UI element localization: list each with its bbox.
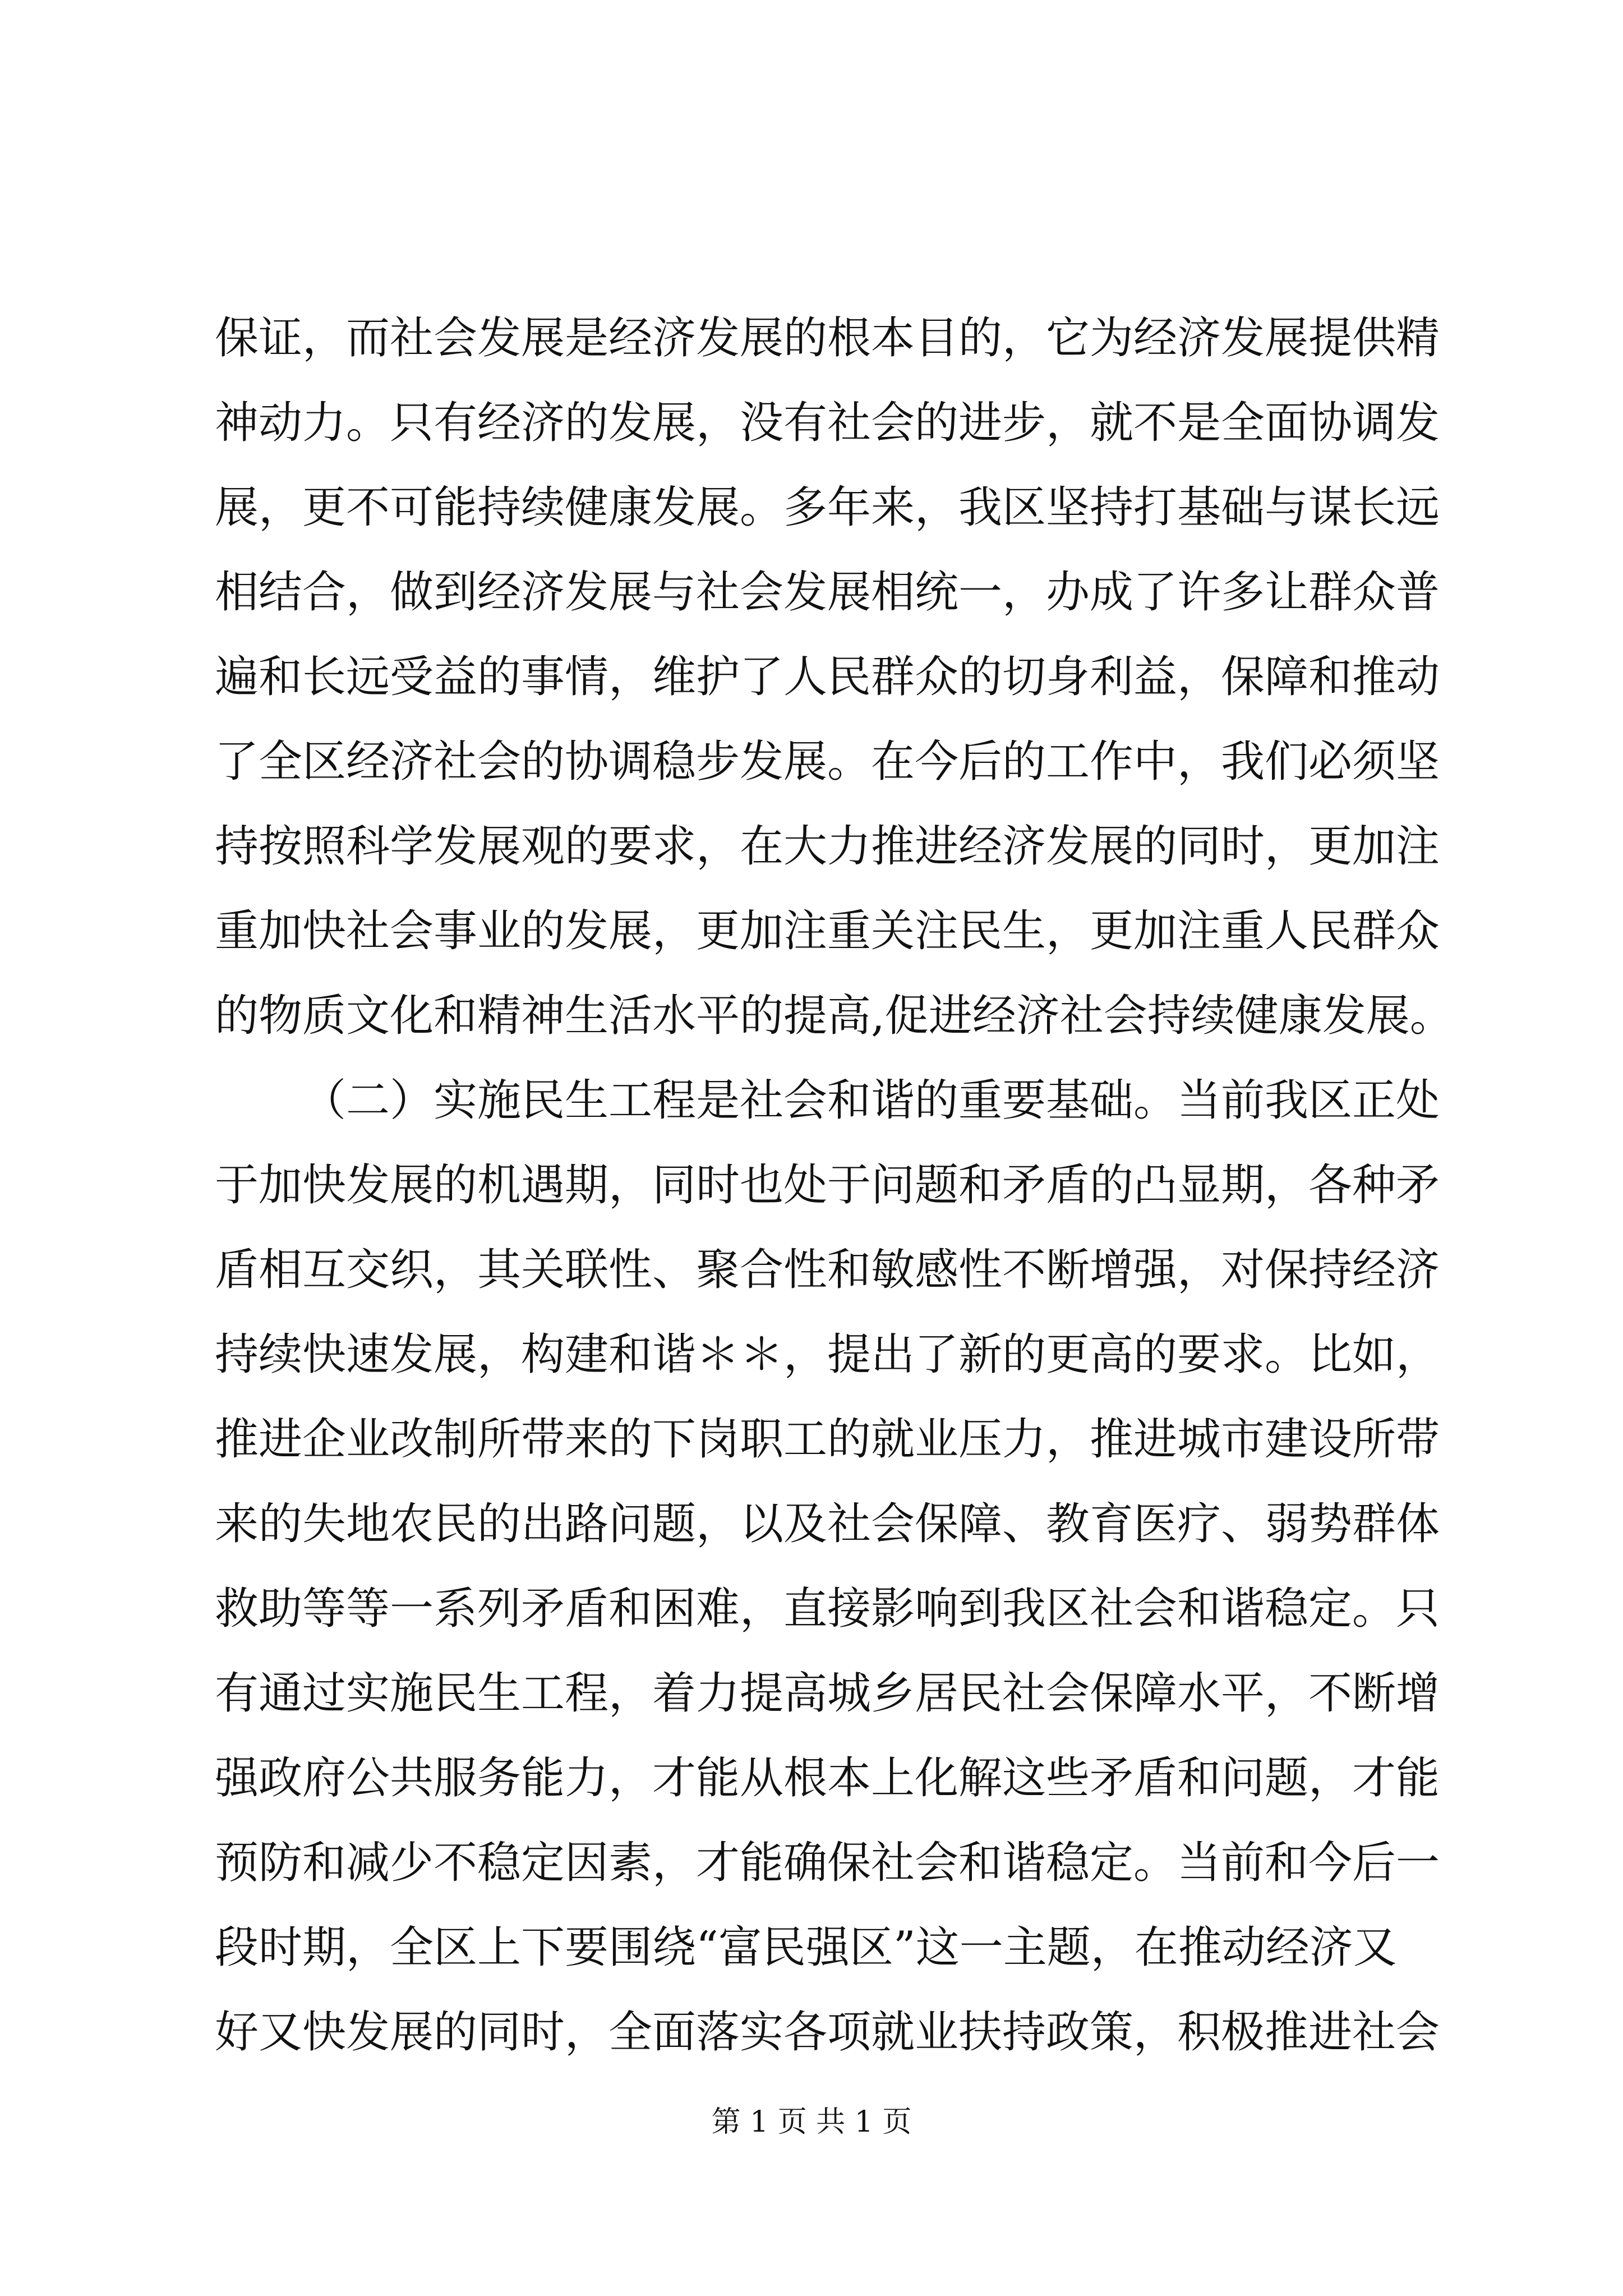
text-line: 于加快发展的机遇期，同时也处于问题和矛盾的凸显期，各种矛 [215, 1160, 1440, 1211]
text-line: 强政府公共服务能力，才能从根本上化解这些矛盾和问题，才能 [215, 1753, 1440, 1803]
text-line: 神动力。只有经济的发展，没有社会的进步，就不是全面协调发 [215, 398, 1440, 448]
text-line: 推进企业改制所带来的下岗职工的就业压力，推进城市建设所带 [215, 1414, 1440, 1465]
text-line: 遍和长远受益的事情，维护了人民群众的切身利益，保障和推动 [215, 652, 1440, 702]
text-line: 盾相互交织，其关联性、聚合性和敏感性不断增强，对保持经济 [215, 1245, 1440, 1295]
text-line: 段时期，全区上下要围绕“富民强区”这一主题，在推动经济又 [215, 1922, 1397, 1973]
text-line: 有通过实施民生工程，着力提高城乡居民社会保障水平，不断增 [215, 1668, 1440, 1719]
text-line: 了全区经济社会的协调稳步发展。在今后的工作中，我们必须坚 [215, 737, 1440, 787]
text-line: 展，更不可能持续健康发展。多年来，我区坚持打基础与谋长远 [215, 482, 1440, 533]
page-number-label: 第 1 页 共 1 页 [711, 2105, 912, 2139]
text-line: 重加快社会事业的发展，更加注重关注民生，更加注重人民群众 [215, 906, 1440, 956]
text-line: 预防和减少不稳定因素，才能确保社会和谐稳定。当前和今后一 [215, 1838, 1440, 1888]
page-footer [0, 2102, 1623, 2142]
text-line: 持按照科学发展观的要求，在大力推进经济发展的同时，更加注 [215, 821, 1440, 872]
text-line: 的物质文化和精神生活水平的提高,促进经济社会持续健康发展。 [215, 991, 1454, 1041]
text-line: 好又快发展的同时，全面落实各项就业扶持政策，积极推进社会 [215, 2007, 1440, 2058]
text-line: 持续快速发展，构建和谐＊＊，提出了新的更高的要求。比如， [215, 1329, 1440, 1380]
text-line: （二）实施民生工程是社会和谐的重要基础。当前我区正处 [302, 1075, 1440, 1126]
body-text [215, 296, 1454, 2075]
text-line: 相结合，做到经济发展与社会发展相统一，办成了许多让群众普 [215, 567, 1440, 618]
text-line: 救助等等一系列矛盾和困难，直接影响到我区社会和谐稳定。只 [215, 1584, 1440, 1634]
text-line: 保证，而社会发展是经济发展的根本目的，它为经济发展提供精 [215, 313, 1440, 364]
text-line: 来的失地农民的出路问题，以及社会保障、教育医疗、弱势群体 [215, 1499, 1440, 1549]
